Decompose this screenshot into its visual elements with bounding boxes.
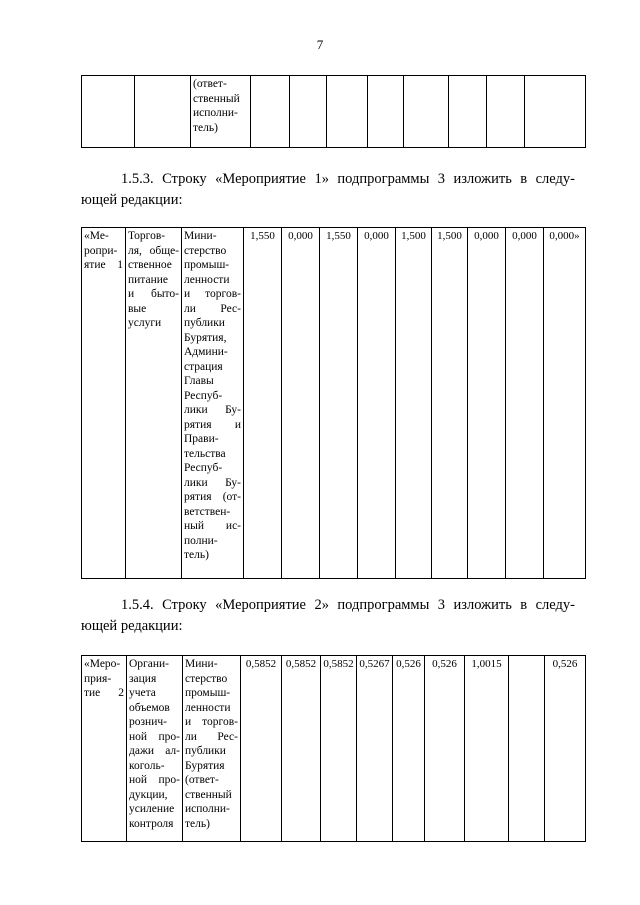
cell-measure-description: [126, 228, 182, 579]
cell-line: усиление: [129, 803, 175, 815]
cell-line: ной про-: [129, 774, 180, 786]
paragraph-1-5-4: [81, 595, 575, 637]
cell-value: 0,000: [506, 228, 544, 579]
cell-line: лики Бу-: [184, 404, 241, 416]
cell-line: тель): [184, 549, 209, 561]
cell-line: тие 2: [84, 687, 124, 699]
table-cell-responsible: [191, 76, 251, 148]
cell-line: Прави-: [184, 433, 219, 445]
cell-value: [509, 656, 545, 842]
cell-line: «Ме-: [84, 230, 109, 242]
cell-value: 1,550: [244, 228, 282, 579]
cell-responsible-executor: [183, 656, 241, 842]
cell-line: ной про-: [129, 730, 180, 743]
table-top-fragment: [81, 75, 586, 148]
table-cell: [82, 76, 135, 148]
cell-line: ленности: [185, 701, 231, 714]
cell-value: 0,5267: [357, 656, 393, 842]
cell-line: ли Рес-: [184, 302, 241, 315]
cell-line: (ответ-: [193, 78, 227, 90]
cell-line: ли Рес-: [185, 730, 238, 743]
cell-line: Главы: [184, 375, 214, 387]
cell-line: промыш-: [185, 687, 231, 699]
cell-line: рятия и: [184, 418, 241, 431]
table-row: [82, 656, 586, 842]
table-cell: [251, 76, 290, 148]
cell-line: промыш-: [184, 259, 230, 271]
cell-line: ственный: [185, 788, 232, 801]
table-cell: [368, 76, 404, 148]
cell-line: питание: [128, 273, 168, 286]
cell-value: 0,000: [468, 228, 506, 579]
cell-value: 0,5852: [321, 656, 357, 842]
cell-line: исполни-: [193, 107, 238, 119]
cell-line: Бурятия,: [184, 331, 227, 344]
cell-line: Органи-: [129, 658, 170, 670]
cell-line: ропри-: [84, 244, 118, 257]
cell-line: и быто-: [128, 288, 179, 300]
paragraph-line: ющей редакции:: [81, 618, 183, 634]
table-cell: [290, 76, 327, 148]
cell-line: ственное: [128, 259, 172, 271]
cell-line: тельства: [184, 447, 226, 460]
cell-line: зация: [129, 672, 157, 685]
cell-line: и торгов-: [184, 288, 241, 300]
cell-line: тель): [193, 121, 218, 134]
cell-line: тель): [185, 817, 210, 830]
cell-line: рятия (от-: [184, 491, 241, 503]
cell-line: дукции,: [129, 788, 168, 801]
cell-value: 0,000: [358, 228, 396, 579]
cell-line: ятие 1: [84, 259, 123, 271]
table-cell: [487, 76, 525, 148]
cell-line: Бурятия: [185, 759, 225, 772]
cell-line: Респуб-: [184, 389, 223, 402]
paragraph-line: 1.5.3. Строку «Мероприятие 1» подпрограммы 3 изложить в следу-: [121, 171, 575, 187]
cell-value: 1,500: [432, 228, 468, 579]
cell-value: 1,550: [320, 228, 358, 579]
table-row: [82, 228, 586, 579]
cell-line: дажи ал-: [129, 745, 180, 757]
cell-line: Респуб-: [184, 462, 223, 474]
cell-value: 1,500: [396, 228, 432, 579]
cell-line: контроля: [129, 817, 174, 830]
cell-value: 0,526: [425, 656, 465, 842]
cell-responsible-executor: [182, 228, 244, 579]
cell-value: 0,526: [393, 656, 425, 842]
cell-line: (ответ-: [185, 774, 219, 786]
cell-line: Мини-: [185, 658, 218, 670]
cell-line: коголь-: [129, 759, 165, 772]
cell-line: полни-: [184, 534, 218, 547]
cell-measure-description: [127, 656, 183, 842]
table-row: [82, 76, 586, 148]
cell-value: 0,000»: [544, 228, 586, 579]
cell-line: ственный: [193, 92, 240, 105]
cell-line: ля, обще-: [128, 244, 179, 257]
cell-value: 0,5852: [241, 656, 282, 842]
cell-line: стерство: [184, 244, 227, 257]
cell-line: Торгов-: [128, 230, 166, 242]
paragraph-line: ющей редакции:: [81, 192, 183, 208]
cell-value: 1,0015: [465, 656, 509, 842]
cell-line: «Меро-: [84, 658, 121, 670]
cell-line: объемов: [129, 701, 170, 714]
cell-line: ленности: [184, 273, 230, 286]
cell-line: Админи-: [184, 346, 228, 358]
cell-line: прия-: [84, 672, 112, 685]
cell-line: лики Бу-: [184, 476, 241, 489]
cell-line: Мини-: [184, 230, 217, 242]
cell-line: стерство: [185, 672, 228, 685]
table-cell: [327, 76, 368, 148]
cell-value: 0,526: [545, 656, 586, 842]
cell-line: ветствен-: [184, 505, 231, 518]
cell-line: исполни-: [185, 803, 230, 815]
table-measure-1: [81, 227, 586, 579]
paragraph-line: 1.5.4. Строку «Мероприятие 2» подпрограммы 3 изложить в следу-: [121, 597, 575, 613]
cell-line: публики: [184, 317, 225, 329]
table-cell: [449, 76, 487, 148]
cell-line: учета: [129, 687, 156, 699]
cell-value: 0,000: [282, 228, 320, 579]
cell-line: ный ис-: [184, 520, 241, 532]
cell-line: публики: [185, 745, 226, 757]
cell-line: вые: [128, 302, 147, 315]
table-cell: [525, 76, 586, 148]
cell-line: услуги: [128, 317, 162, 329]
cell-line: и торгов-: [185, 716, 238, 728]
table-cell: [135, 76, 191, 148]
table-cell: [404, 76, 449, 148]
paragraph-1-5-3: [81, 169, 575, 211]
cell-line: страция: [184, 360, 223, 373]
page-number: 7: [316, 37, 324, 52]
table-measure-2: [81, 655, 586, 842]
cell-measure-name: [82, 228, 126, 579]
cell-line: рознич-: [129, 716, 167, 728]
cell-value: 0,5852: [282, 656, 321, 842]
cell-measure-name: [82, 656, 127, 842]
